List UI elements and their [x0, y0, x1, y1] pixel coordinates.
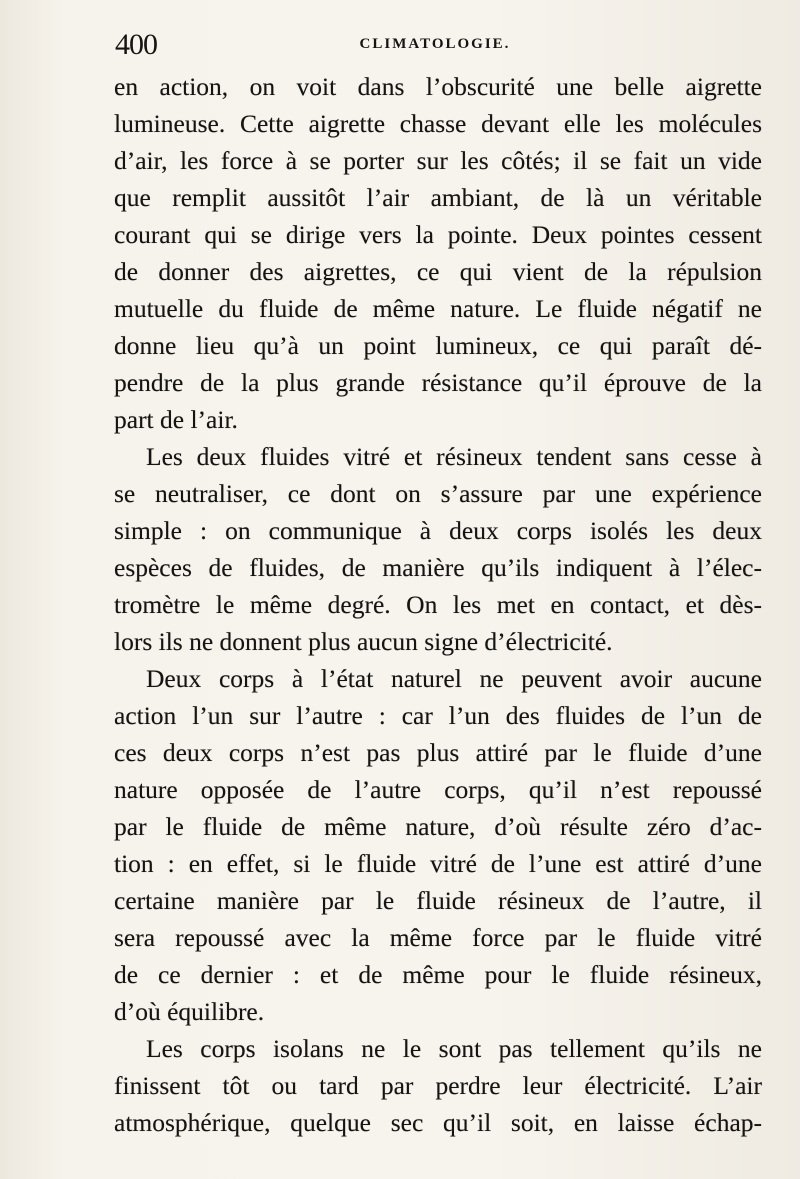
text-line: en action, on voit dans l’obscurité une belle aigrette	[114, 72, 762, 101]
text-line: de ce dernier : et de même pour le fluide résineux,	[114, 960, 762, 989]
text-line: simple : on communique à deux corps isolés les deux	[114, 516, 762, 545]
text-line: donne lieu qu’à un point lumineux, ce qui paraît dé-	[114, 331, 762, 360]
text-line: lors ils ne donnent plus aucun signe d’électricité.	[114, 627, 613, 656]
text-line: courant qui se dirige vers la pointe. Deux pointes cessent	[114, 220, 762, 249]
paragraph	[114, 1030, 762, 1141]
text-line: Deux corps à l’état naturel ne peuvent avoir aucune	[146, 664, 762, 693]
text-line: que remplit aussitôt l’air ambiant, de là un véritable	[114, 183, 762, 212]
text-line: pendre de la plus grande résistance qu’il éprouve de la	[114, 368, 762, 397]
running-head: CLIMATOLOGIE.	[359, 36, 511, 52]
text-line: Les corps isolans ne le sont pas tellement qu’ils ne	[146, 1034, 762, 1063]
text-line: sera repoussé avec la même force par le fluide vitré	[114, 923, 762, 952]
paragraph	[114, 660, 762, 1030]
text-line: de donner des aigrettes, ce qui vient de la répulsion	[114, 257, 762, 286]
paragraph	[114, 68, 762, 438]
paragraph	[114, 438, 762, 660]
text-line: par le fluide de même nature, d’où résulte zéro d’ac-	[114, 812, 762, 841]
text-line: espèces de fluides, de manière qu’ils indiquent à l’élec-	[114, 553, 762, 582]
text-line: lumineuse. Cette aigrette chasse devant elle les molécules	[114, 109, 762, 138]
text-line: mutuelle du fluide de même nature. Le fluide négatif ne	[114, 294, 762, 323]
text-line: ces deux corps n’est pas plus attiré par le fluide d’une	[114, 738, 762, 767]
text-line: part de l’air.	[114, 405, 238, 434]
text-line: certaine manière par le fluide résineux de l’autre, il	[114, 886, 762, 915]
text-line: nature opposée de l’autre corps, qu’il n’est repoussé	[114, 775, 762, 804]
text-line: atmosphérique, quelque sec qu’il soit, en laisse échap-	[114, 1108, 762, 1137]
text-line: tromètre le même degré. On les met en contact, et dès-	[114, 590, 762, 619]
text-line: Les deux fluides vitré et résineux tendent sans cesse à	[146, 442, 762, 471]
page-header	[115, 28, 755, 64]
page-number: 400	[115, 28, 157, 61]
body-text	[114, 68, 762, 1141]
text-line: d’air, les force à se porter sur les côtés; il se fait un vide	[114, 146, 762, 175]
text-line: se neutraliser, ce dont on s’assure par une expérience	[114, 479, 762, 508]
text-line: tion : en effet, si le fluide vitré de l’une est attiré d’une	[114, 849, 762, 878]
text-line: d’où équilibre.	[114, 997, 265, 1026]
text-line: finissent tôt ou tard par perdre leur électricité. L’air	[114, 1071, 762, 1100]
text-line: action l’un sur l’autre : car l’un des fluides de l’un de	[114, 701, 762, 730]
